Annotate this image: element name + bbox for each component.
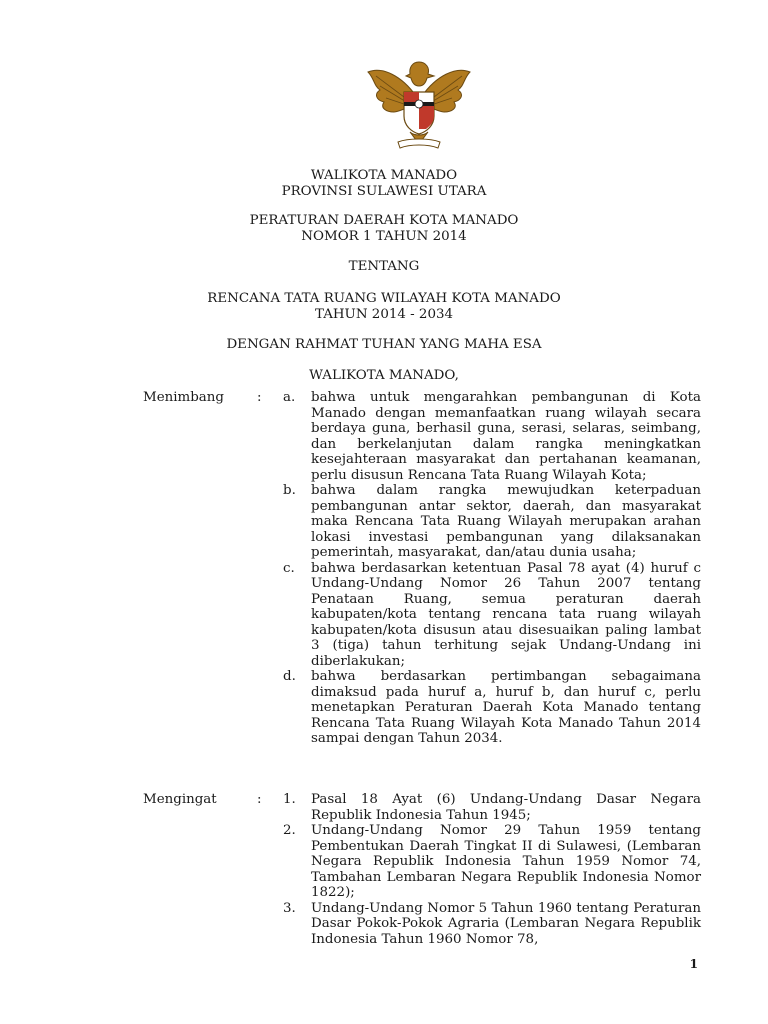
subject-title: RENCANA TATA RUANG WILAYAH KOTA MANADO — [207, 291, 561, 306]
item-marker: 2. — [283, 823, 296, 838]
item-text: Pasal 18 Ayat (6) Undang-Undang Dasar Negara Republik Indonesia Tahun 1945; — [311, 792, 701, 823]
garuda-pancasila-emblem — [364, 56, 474, 152]
item-text: bahwa berdasarkan ketentuan Pasal 78 ayat (4) huruf c Undang-Undang Nomor 26 Tahun 2007 tentang Penataan Ruang, semua peraturan daerah kabupaten/kota tentang rencana tata ruang wilayah kabupaten/kota disusun atau disesuaikan paling lambat 3 (tiga) tahun terhitung sejak Undang-Undang ini diberlakukan; — [311, 560, 701, 669]
province-title: PROVINSI SULAWESI UTARA — [281, 184, 487, 199]
mengingat-list — [283, 792, 701, 947]
item-marker: c. — [283, 560, 295, 576]
item-text: bahwa berdasarkan pertimbangan sebagaimana dimaksud pada huruf a, huruf b, dan huruf c, perlu menetapkan Peraturan Daerah Kota Manado tentang Rencana Tata Ruang Wilayah Kota Manado Tahun 2014 sampai dengan Tahun 2034. — [311, 669, 701, 746]
page-number: 1 — [689, 957, 698, 971]
item-text: bahwa dalam rangka mewujudkan keterpaduan pembangunan antar sektor, daerah, dan masyarakat maka Rencana Tata Ruang Wilayah merupakan arahan lokasi investasi pembangunan yang dilaksanakan pemerintah, masyarakat, dan/atau dunia usaha; — [311, 483, 701, 560]
subject-block — [0, 291, 768, 323]
office-title: WALIKOTA MANADO — [310, 168, 458, 183]
regulation-number: NOMOR 1 TAHUN 2014 — [301, 229, 467, 244]
item-marker: a. — [283, 390, 296, 405]
about-heading: TENTANG — [348, 259, 420, 274]
item-text: Undang-Undang Nomor 29 Tahun 1959 tentang Pembentukan Daerah Tingkat II di Sulawesi, (Lembaran Negara Republik Indonesia Tahun 1959 Nomor 74, Tambahan Lembaran Negara Republik Indonesia Nomor 1822); — [311, 823, 701, 900]
subject-period: TAHUN 2014 - 2034 — [315, 307, 453, 322]
emblem-ribbon — [398, 139, 440, 148]
item-text: bahwa untuk mengarahkan pembangunan di Kota Manado dengan memanfaatkan ruang wilayah secara berdaya guna, berhasil guna, serasi, selaras, seimbang, dan berkelanjutan dalam rangka meningkatkan kesejahteraan masyarakat dan pertahanan keamanan, perlu disusun Rencana Tata Ruang Wilayah Kota; — [311, 390, 701, 483]
list-item — [283, 390, 701, 483]
list-item — [283, 669, 701, 747]
item-marker: 3. — [283, 900, 296, 916]
item-text: Undang-Undang Nomor 5 Tahun 1960 tentang Peraturan Dasar Pokok-Pokok Agraria (Lembaran Negara Republik Indonesia Tahun 1960 Nomor 78, — [311, 900, 701, 947]
section-label: Mengingat — [143, 792, 217, 807]
regulation-title: PERATURAN DAERAH KOTA MANADO — [249, 213, 519, 228]
section-label: Menimbang — [143, 390, 224, 405]
list-item — [283, 901, 701, 948]
emblem-head — [406, 62, 434, 86]
list-item — [283, 561, 701, 670]
issuer-line: WALIKOTA MANADO, — [309, 368, 459, 383]
list-item — [283, 792, 701, 823]
regulation-block — [0, 213, 768, 245]
section-colon: : — [257, 390, 262, 405]
list-item — [283, 483, 701, 561]
item-marker: 1. — [283, 792, 296, 807]
section-colon: : — [257, 792, 262, 807]
blessing-line: DENGAN RAHMAT TUHAN YANG MAHA ESA — [226, 337, 542, 352]
title-block — [0, 168, 768, 200]
list-item — [283, 823, 701, 901]
item-marker: b. — [283, 483, 296, 498]
menimbang-list — [283, 390, 701, 747]
item-marker: d. — [283, 669, 296, 684]
